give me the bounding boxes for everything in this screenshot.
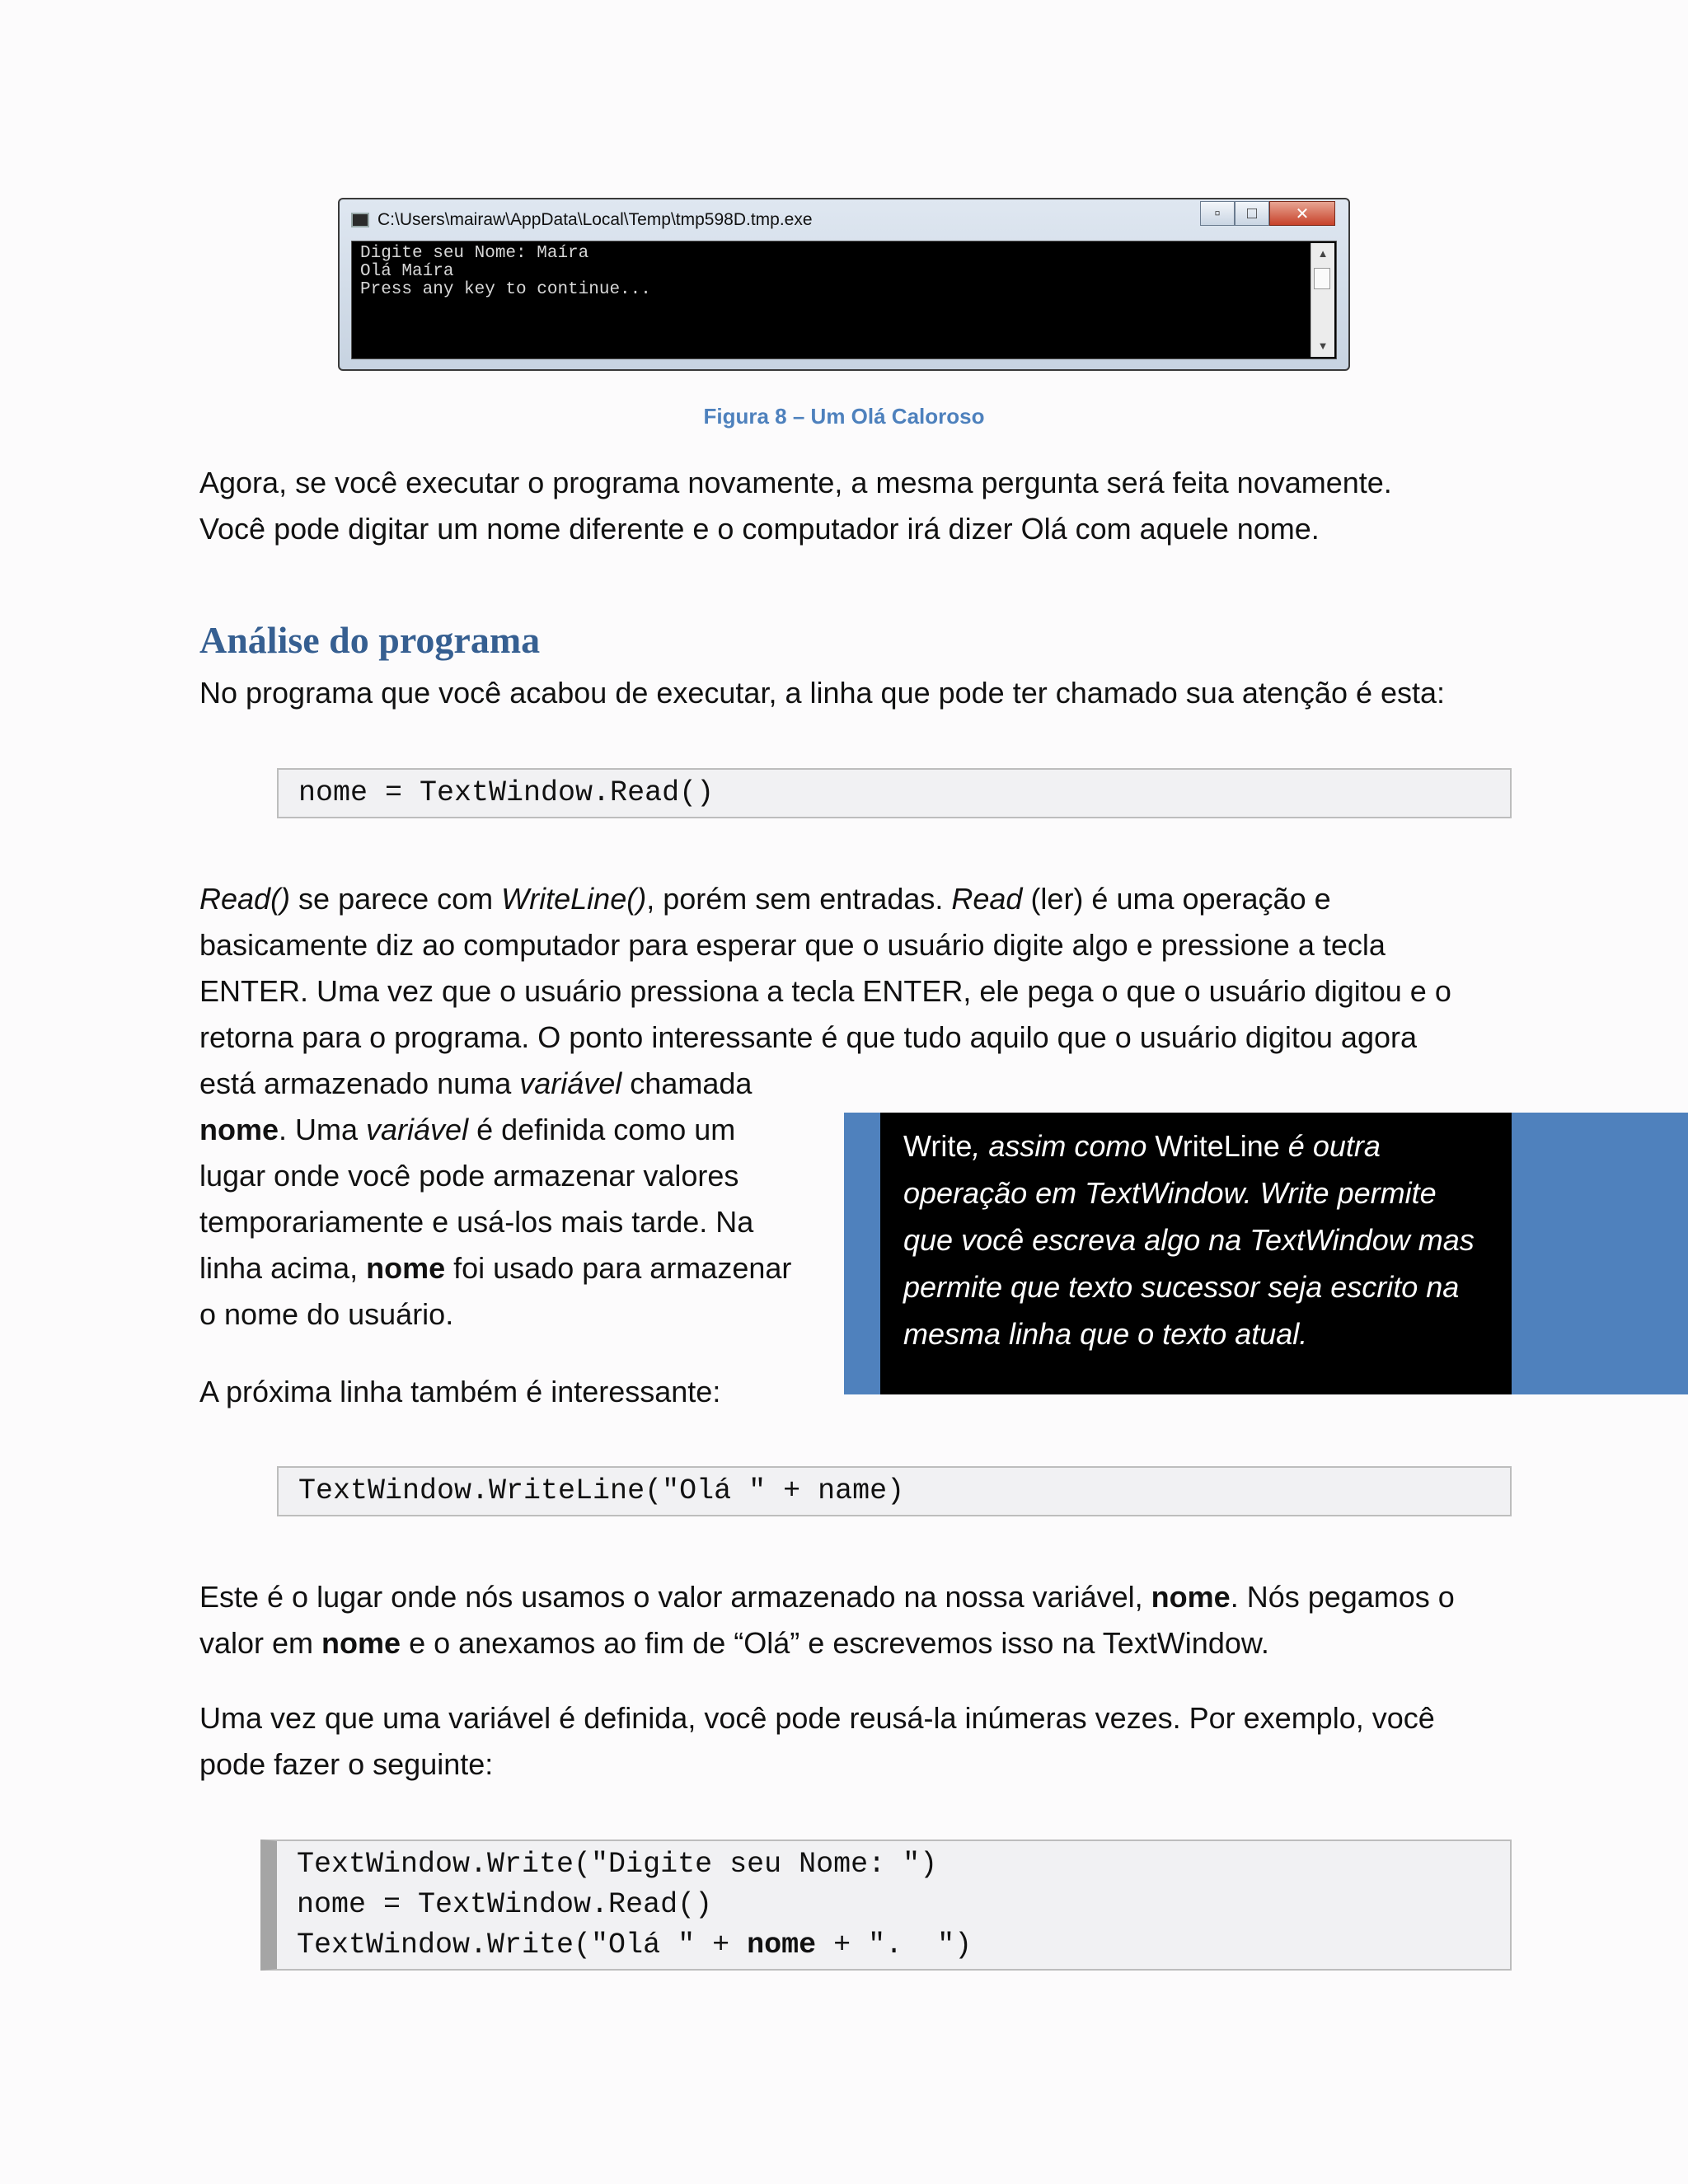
text-line: mesma linha que o texto atual. — [903, 1317, 1308, 1351]
close-icon[interactable]: ✕ — [1269, 201, 1335, 226]
callout-writeline: WriteLine — [1155, 1129, 1280, 1163]
text-line: operação em TextWindow. Write permite — [903, 1176, 1437, 1210]
code-line: TextWindow.Write("Digite seu Nome: ") — [297, 1848, 938, 1881]
code-run: + ". ") — [816, 1929, 973, 1961]
text-run: e o anexamos ao fim de “Olá” e escrevemos isso na TextWindow. — [401, 1626, 1269, 1660]
console-app-icon — [351, 213, 369, 227]
code-block-writeline: TextWindow.WriteLine("Olá " + name) — [277, 1466, 1512, 1516]
inline-variable-word: variável — [519, 1066, 622, 1100]
text-run: . Nós pegamos o — [1230, 1580, 1455, 1614]
code-block-example — [260, 1840, 1512, 1971]
inline-writeline-fn: WriteLine() — [501, 882, 647, 916]
paragraph-variable-definition — [199, 1107, 826, 1338]
text-line: pode fazer o seguinte: — [199, 1747, 494, 1781]
text-run: chamada — [621, 1066, 753, 1100]
inline-read-word: Read — [951, 882, 1023, 916]
text-run: valor em — [199, 1626, 322, 1660]
console-screen — [351, 241, 1337, 359]
text-line: Você pode digitar um nome diferente e o computador irá dizer Olá com aquele nome. — [199, 512, 1320, 546]
inline-variable-word: variável — [366, 1113, 469, 1146]
text-run: foi usado para armazenar — [445, 1251, 792, 1285]
inline-nome: nome — [321, 1626, 401, 1660]
inline-nome: nome — [199, 1113, 279, 1146]
paragraph-intro: No programa que você acabou de executar, a linha que pode ter chamado sua atenção é esta: — [199, 676, 1446, 710]
console-window-figure — [338, 198, 1350, 371]
callout-write: Write — [903, 1129, 973, 1163]
scroll-up-icon[interactable]: ▲ — [1317, 247, 1329, 260]
text-run: . Uma — [279, 1113, 367, 1146]
code-line: nome = TextWindow.Read() — [297, 1888, 713, 1921]
paragraph-using-value — [199, 1574, 1469, 1666]
text-line: basicamente diz ao computador para esperar que o usuário digite algo e pressione a tecla — [199, 928, 1386, 962]
console-output: Digite seu Nome: Maíra Olá Maíra Press any key to continue... — [360, 244, 651, 299]
inline-nome: nome — [366, 1251, 446, 1285]
text-line: permite que texto sucessor seja escrito na — [903, 1270, 1460, 1304]
text-run: é definida como um — [468, 1113, 736, 1146]
figure-caption: Figura 8 – Um Olá Caloroso — [703, 404, 985, 429]
text-run: linha acima, — [199, 1251, 367, 1285]
text-line: Uma vez que uma variável é definida, você pode reusá-la inúmeras vezes. Por exemplo, você — [199, 1701, 1435, 1735]
paragraph-reuse — [199, 1695, 1469, 1788]
paragraph-next-line: A próxima linha também é interessante: — [199, 1375, 721, 1408]
text-run: é outra — [1279, 1129, 1381, 1163]
text-run: Este é o lugar onde nós usamos o valor armazenado na nossa variável, — [199, 1580, 1151, 1614]
text-run: está armazenado numa — [199, 1066, 520, 1100]
paragraph-read-explanation — [199, 876, 1469, 1107]
callout-write-note — [880, 1113, 1512, 1394]
console-title-bar — [351, 208, 1184, 232]
code-bold-nome: nome — [747, 1929, 817, 1961]
text-line: lugar onde você pode armazenar valores — [199, 1159, 739, 1193]
minimize-icon[interactable]: ▫ — [1200, 201, 1235, 226]
code-block-read: nome = TextWindow.Read() — [277, 768, 1512, 818]
scroll-down-icon[interactable]: ▼ — [1317, 340, 1329, 352]
inline-nome: nome — [1151, 1580, 1231, 1614]
maximize-icon[interactable]: □ — [1235, 201, 1269, 226]
text-run: se parece com — [290, 882, 502, 916]
console-window-title: C:\Users\mairaw\AppData\Local\Temp\tmp598D.tmp.exe — [377, 210, 813, 229]
section-heading: Análise do programa — [199, 619, 541, 661]
window-controls — [1200, 201, 1335, 226]
text-line: que você escreva algo na TextWindow mas — [903, 1223, 1475, 1257]
text-line: temporariamente e usá-los mais tarde. Na — [199, 1205, 754, 1239]
text-run: , porém sem entradas. — [646, 882, 952, 916]
text-line: Agora, se você executar o programa novamente, a mesma pergunta será feita novamente. — [199, 466, 1392, 499]
text-line: o nome do usuário. — [199, 1297, 454, 1331]
console-scrollbar[interactable] — [1311, 243, 1334, 357]
text-line: ENTER. Uma vez que o usuário pressiona a tecla ENTER, ele pega o que o usuário digitou e o — [199, 974, 1451, 1008]
text-run: , assim como — [972, 1129, 1156, 1163]
text-run: (ler) é uma operação e — [1022, 882, 1331, 916]
scroll-thumb[interactable] — [1314, 268, 1330, 289]
paragraph-run-again — [199, 460, 1469, 552]
inline-read-fn: Read() — [199, 882, 291, 916]
text-line: retorna para o programa. O ponto interessante é que tudo aquilo que o usuário digitou agora — [199, 1020, 1418, 1054]
code-run: TextWindow.Write("Olá " + — [297, 1929, 748, 1961]
